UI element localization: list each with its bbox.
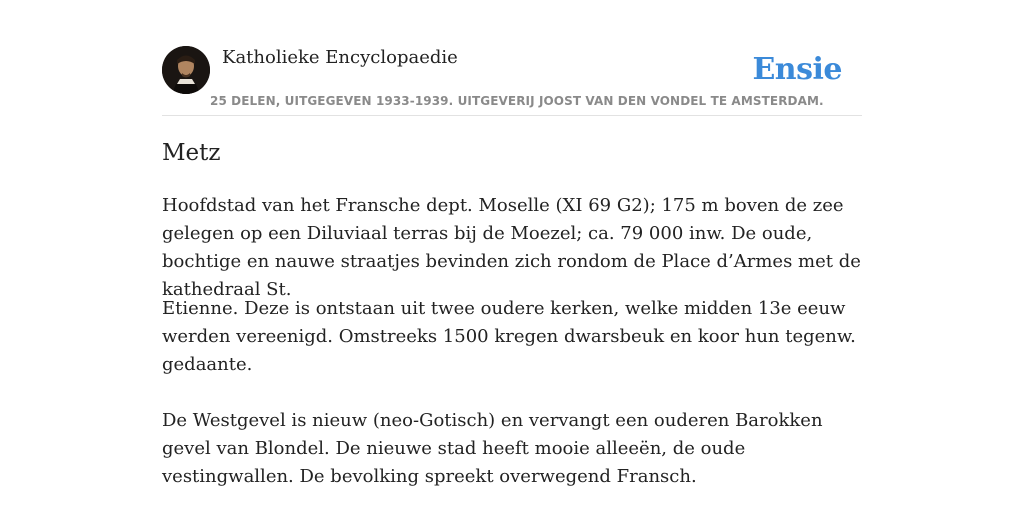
portrait-icon[interactable]: [162, 46, 210, 94]
book-title[interactable]: Katholieke Encyclopaedie: [222, 47, 458, 68]
article-paragraph-2: Etienne. Deze is ontstaan uit twee oudere kerken, welke midden 13e eeuw werden vereenigd. Omstreeks 1500 kregen dwarsbeuk en koor hun tegenw. gedaante.: [162, 298, 856, 375]
book-subtitle: 25 DELEN, UITGEGEVEN 1933-1939. UITGEVERIJ JOOST VAN DEN VONDEL TE AMSTERDAM.: [210, 94, 824, 108]
article-title: Metz: [162, 140, 221, 166]
site-header: [162, 46, 862, 116]
header-divider: [162, 115, 862, 116]
article-paragraph-1: Hoofdstad van het Fransche dept. Moselle (XI 69 G2); 175 m boven de zee gelegen op een Diluviaal terras bij de Moezel; ca. 79 000 inw. De oude, bochtige en nauwe straatjes bevinden zich rondom de Place d’Armes met de kathedraal St.: [162, 195, 861, 300]
brand-logo[interactable]: Ensie: [752, 52, 842, 87]
article-paragraph-3: De Westgevel is nieuw (neo-Gotisch) en vervangt een ouderen Barokken gevel van Blondel. De nieuwe stad heeft mooie alleeën, de oude vestingwallen. De bevolking spreekt overwegend Fransch.: [162, 410, 823, 487]
